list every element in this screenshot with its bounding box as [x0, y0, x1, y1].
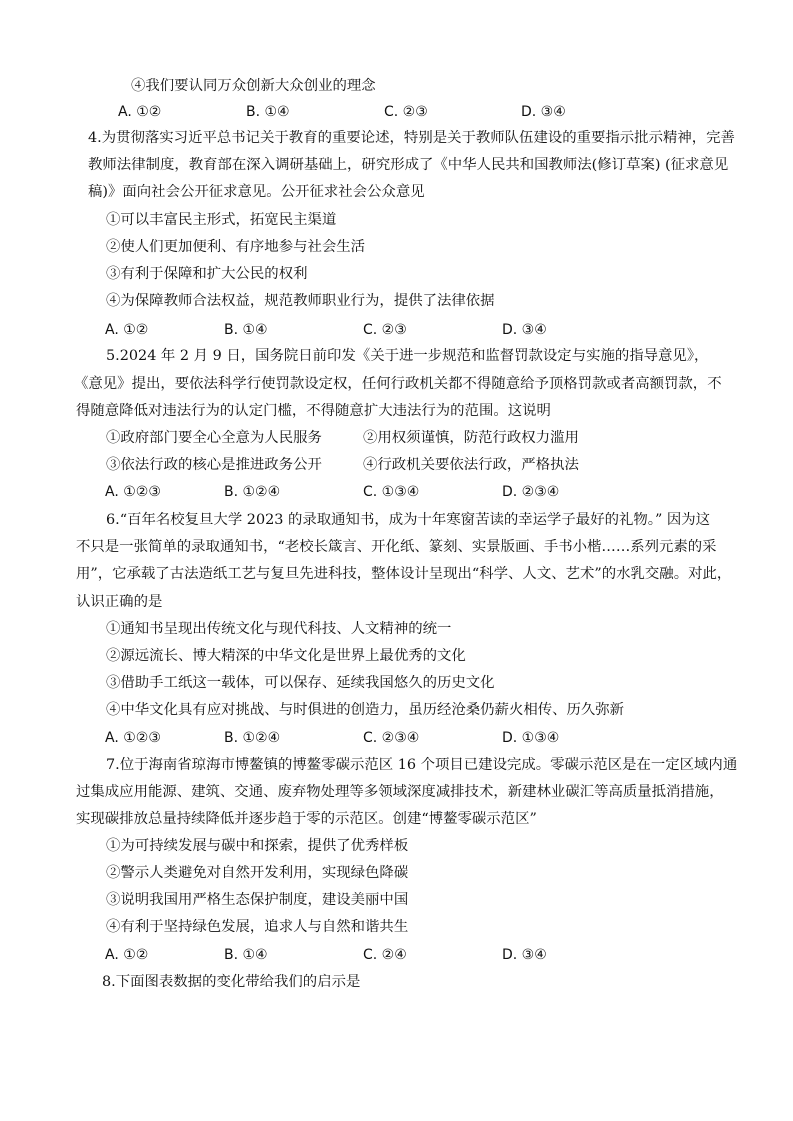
q6-stem-line-3: 用”，它承载了古法造纸工艺与复旦先进科技，整体设计呈现出“科学、人文、艺术”的水乳交融。对此， — [76, 566, 732, 582]
q6-stem-line-1: 6.“百年名校复旦大学 2023 的录取通知书，成为十年寒窗苦读的幸运学子最好的礼物。” 因为这 — [106, 512, 711, 528]
q4-item-1: ①可以丰富民主形式，拓宽民主渠道 — [106, 212, 337, 228]
q5-item-4: ④行政机关要依法行政，严格执法 — [363, 457, 579, 473]
q3-option-b[interactable]: B. ①④ — [246, 104, 290, 120]
q3-option-a[interactable]: A. ①② — [118, 104, 162, 120]
q7-option-d[interactable]: D. ③④ — [502, 947, 547, 963]
q6-option-b[interactable]: B. ①②④ — [224, 730, 281, 746]
q5-option-d[interactable]: D. ②③④ — [502, 484, 560, 500]
q6-item-3: ③借助手工纸这一载体，可以保存、延续我国悠久的历史文化 — [106, 675, 495, 691]
q7-stem-line-3: 实现碳排放总量持续降低并逐步趋于零的示范区。创建“博鳌零碳示范区” — [76, 811, 537, 827]
q5-item-3: ③依法行政的核心是推进政务公开 — [106, 457, 322, 473]
q6-stem-line-2: 不只是一张简单的录取通知书，“老校长箴言、开化纸、篆刻、实景版画、手书小楷……系列元素的采 — [76, 539, 717, 555]
q3-item-4: ④我们要认同万众创新大众创业的理念 — [131, 78, 376, 94]
q4-stem-line-1: 4.为贯彻落实习近平总书记关于教育的重要论述，特别是关于教师队伍建设的重要指示批示精神，完善 — [88, 130, 735, 146]
q5-option-c[interactable]: C. ①③④ — [363, 484, 420, 500]
q6-item-1: ①通知书呈现出传统文化与现代科技、人文精神的统一 — [106, 621, 452, 637]
q6-stem-line-4: 认识正确的是 — [76, 594, 163, 610]
q7-item-2: ②警示人类避免对自然开发利用，实现绿色降碳 — [106, 865, 409, 881]
q7-item-3: ③说明我国用严格生态保护制度，建设美丽中国 — [106, 892, 409, 908]
q5-stem-line-3: 得随意降低对违法行为的认定门槛，不得随意扩大违法行为的范围。这说明 — [76, 403, 551, 419]
q5-option-b[interactable]: B. ①②④ — [224, 484, 281, 500]
q7-item-1: ①为可持续发展与碳中和探索，提供了优秀样板 — [106, 838, 409, 854]
q4-option-b[interactable]: B. ①④ — [224, 322, 268, 338]
q5-stem-line-2: 《意见》提出，要依法科学行使罚款设定权，任何行政机关都不得随意给予顶格罚款或者高额罚款，不 — [74, 376, 722, 392]
q7-option-b[interactable]: B. ①④ — [224, 947, 268, 963]
q4-option-d[interactable]: D. ③④ — [502, 322, 547, 338]
q8-stem-line-1: 8.下面图表数据的变化带给我们的启示是 — [102, 974, 361, 990]
q4-option-a[interactable]: A. ①② — [105, 322, 149, 338]
q4-option-c[interactable]: C. ②③ — [363, 322, 407, 338]
q7-option-c[interactable]: C. ②④ — [363, 947, 407, 963]
q7-stem-line-1: 7.位于海南省琼海市博鳌镇的博鳌零碳示范区 16 个项目已建设完成。零碳示范区是在一定区域内通 — [106, 757, 738, 773]
q3-option-c[interactable]: C. ②③ — [384, 104, 428, 120]
q7-item-4: ④有利于坚持绿色发展，追求人与自然和谐共生 — [106, 919, 409, 935]
q4-item-2: ②使人们更加便利、有序地参与社会生活 — [106, 239, 366, 255]
q6-option-d[interactable]: D. ①③④ — [502, 730, 560, 746]
q4-item-3: ③有利于保障和扩大公民的权利 — [106, 266, 308, 282]
q6-option-a[interactable]: A. ①②③ — [105, 730, 161, 746]
q4-stem-line-2: 教师法律制度，教育部在深入调研基础上，研究形成了《中华人民共和国教师法(修订草案) (征求意见 — [88, 157, 729, 173]
q3-option-d[interactable]: D. ③④ — [521, 104, 566, 120]
q5-item-1: ①政府部门要全心全意为人民服务 — [106, 430, 322, 446]
q5-item-2: ②用权须谨慎，防范行政权力滥用 — [363, 430, 579, 446]
q5-option-a[interactable]: A. ①②③ — [105, 484, 161, 500]
q6-option-c[interactable]: C. ②③④ — [363, 730, 420, 746]
q6-item-2: ②源远流长、博大精深的中华文化是世界上最优秀的文化 — [106, 648, 466, 664]
q7-stem-line-2: 过集成应用能源、建筑、交通、废弃物处理等多领域深度减排技术，新建林业碳汇等高质量抵消措施， — [76, 784, 724, 800]
q7-option-a[interactable]: A. ①② — [105, 947, 149, 963]
q6-item-4: ④中华文化具有应对挑战、与时俱进的创造力，虽历经沧桑仍薪火相传、历久弥新 — [106, 702, 625, 718]
q4-item-4: ④为保障教师合法权益，规范教师职业行为，提供了法律依据 — [106, 293, 495, 309]
q5-stem-line-1: 5.2024 年 2 月 9 日，国务院日前印发《关于进一步规范和监督罚款设定与实施的指导意见》， — [106, 348, 709, 364]
q4-stem-line-3: 稿)》面向社会公开征求意见。公开征求社会公众意见 — [88, 184, 425, 200]
